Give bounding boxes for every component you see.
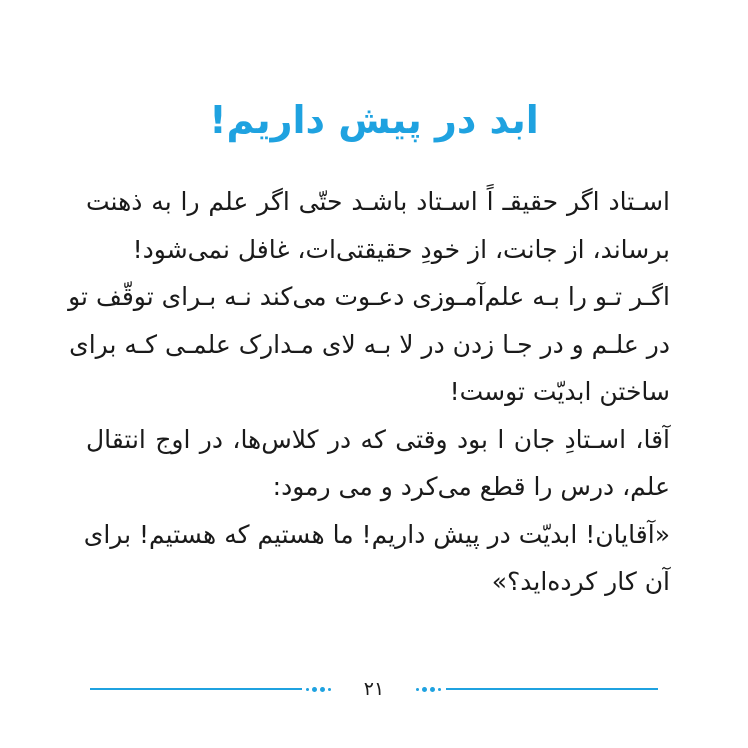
text-line: «آقایان! ابدیّت در پیش داریم! ما هستیم که هستیم! برای (83, 519, 670, 549)
text-line: در علـم و در جـا زدن در لا بـه لای مـدارک علمـی کـه برای (69, 329, 670, 359)
text-line: آقا، اسـتادِ جان ا بود وقتی که در کلاس‌ها، در اوج انتقال (86, 424, 670, 454)
text-line: ساختن ابدیّت توست! (449, 377, 670, 406)
text-line: علم، درس را قطع می‌کرد و می رمود: (272, 472, 670, 501)
text-line: آن کار کرده‌اید؟» (491, 567, 670, 596)
text-line: اگـر تـو را بـه علم‌آمـوزی دعـوت می‌کند نـه بـرای توقّف تو (68, 282, 670, 311)
page-footer (90, 676, 658, 702)
page-title: ابد در پیش داریم! (209, 98, 539, 142)
text-line: اسـتاد اگر حقیقـ اً اسـتاد باشـد حتّی اگر علم را به ذهنت (86, 187, 670, 216)
page-number: ۲۱ (363, 678, 385, 700)
body-text (68, 178, 670, 606)
footer-rule-right (446, 688, 658, 690)
dots-ornament-icon (416, 682, 442, 696)
text-line: برساند، از جانت، از خودِ حقیقتی‌ات، غافل نمی‌شود! (132, 234, 670, 264)
